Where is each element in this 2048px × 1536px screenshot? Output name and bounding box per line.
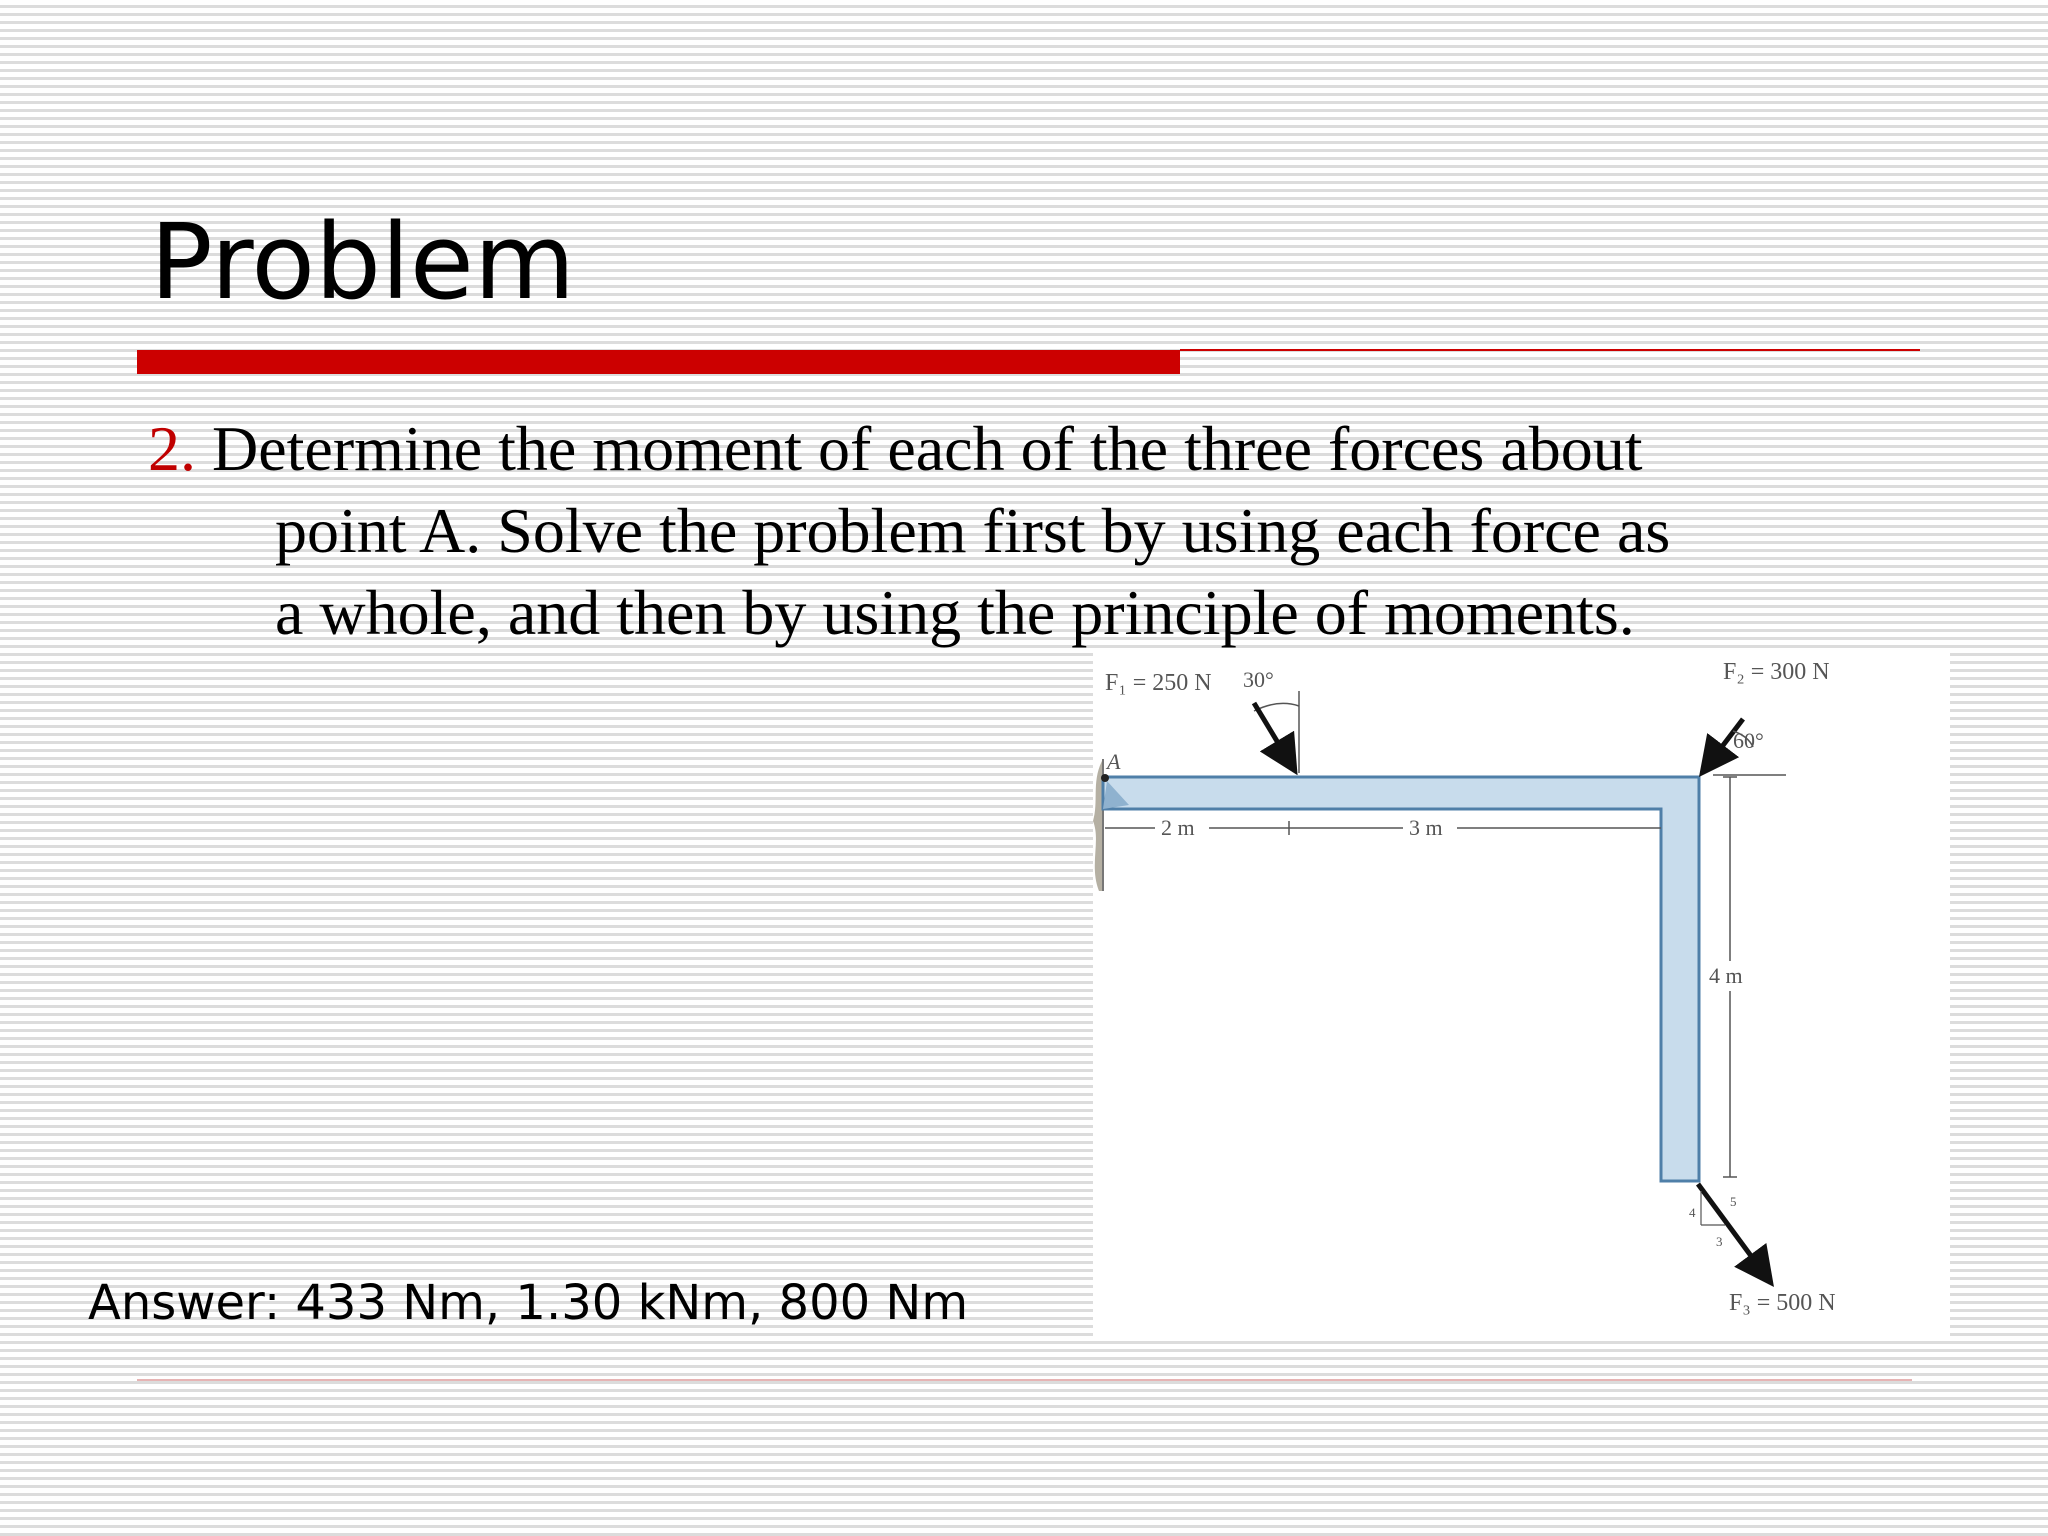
slide-title: Problem <box>150 201 576 323</box>
point-a-dot <box>1101 774 1109 782</box>
f1-arrow <box>1254 703 1295 771</box>
f1-label: F₁ = 250 N <box>1105 670 1212 696</box>
force-diagram <box>1093 651 1950 1339</box>
slope-5-label: 5 <box>1730 1194 1737 1209</box>
answer-text: Answer: 433 Nm, 1.30 kNm, 800 Nm <box>88 1275 969 1331</box>
problem-line: a whole, and then by using the principle of moments. <box>275 577 1635 648</box>
title-rule-thick <box>137 350 1180 374</box>
problem-statement <box>148 408 1848 654</box>
problem-line <box>148 408 1848 490</box>
dim-2m-label: 2 m <box>1161 815 1195 840</box>
f3-label: F₃ = 500 N <box>1729 1290 1836 1316</box>
dim-3m-label: 3 m <box>1409 815 1443 840</box>
f1-angle-label: 30° <box>1243 667 1274 692</box>
title-rule-thin <box>1180 349 1920 351</box>
problem-text: Determine the moment of each of the three forces about <box>212 413 1643 484</box>
f2-angle-label: 60° <box>1733 728 1764 753</box>
problem-number: 2. <box>148 413 196 484</box>
slope-4-label: 4 <box>1689 1205 1696 1220</box>
problem-line: point A. Solve the problem first by using each force as <box>275 495 1671 566</box>
footer-rule <box>137 1379 1912 1381</box>
slope-3-label: 3 <box>1716 1234 1723 1249</box>
dim-4m-label: 4 m <box>1709 963 1743 988</box>
f2-label: F₂ = 300 N <box>1723 659 1830 685</box>
point-a-label: A <box>1107 749 1121 774</box>
